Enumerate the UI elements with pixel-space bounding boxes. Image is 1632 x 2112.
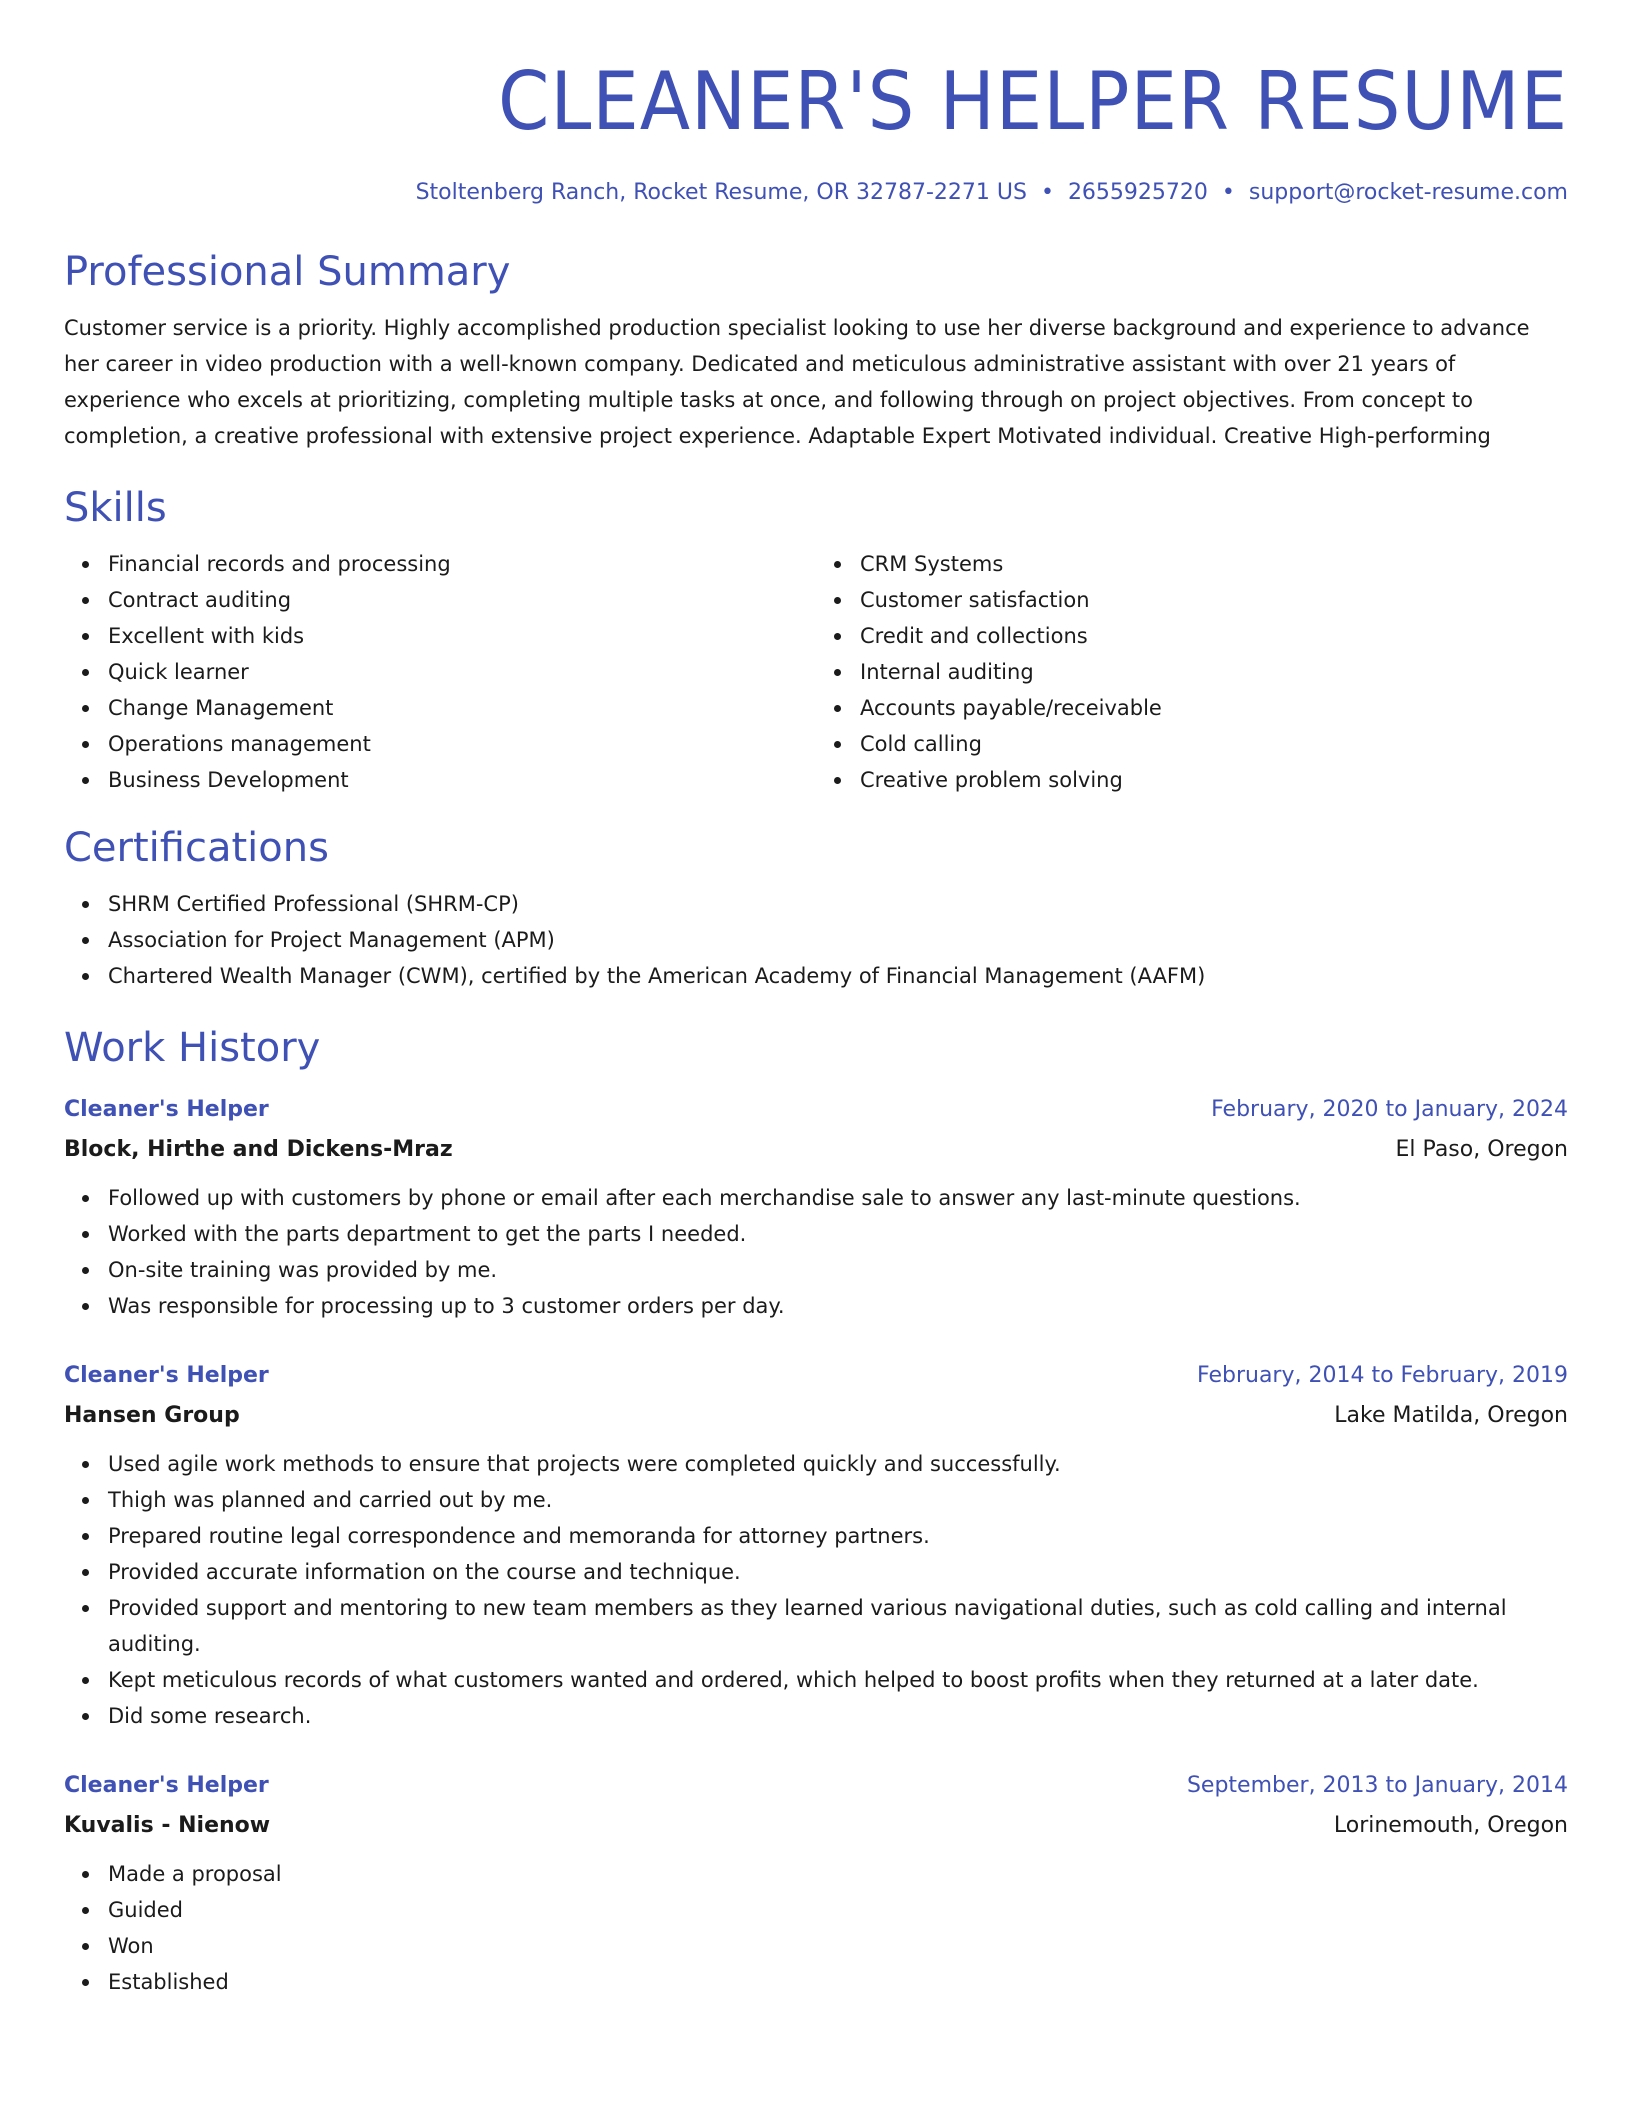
skills-column-left — [64, 546, 816, 798]
contact-email[interactable]: support@rocket-resume.com — [1248, 180, 1568, 205]
job-entry — [64, 1356, 1568, 1734]
skill-item: Internal auditing — [860, 654, 1568, 690]
job-location: El Paso, Oregon — [1395, 1137, 1568, 1162]
job-dates: September, 2013 to January, 2014 — [1186, 1773, 1568, 1798]
job-location: Lake Matilda, Oregon — [1334, 1403, 1568, 1428]
certifications-heading: Certifications — [64, 825, 329, 871]
certification-item: Association for Project Management (APM) — [108, 922, 1568, 958]
skill-item: Business Development — [108, 762, 816, 798]
resume-title: CLEANER'S HELPER RESUME — [498, 55, 1569, 148]
job-title: Cleaner's Helper — [64, 1363, 269, 1388]
skill-item: CRM Systems — [860, 546, 1568, 582]
job-dates: February, 2020 to January, 2024 — [1211, 1097, 1568, 1122]
certification-item: Chartered Wealth Manager (CWM), certified by the American Academy of Financial Management (AAFM) — [108, 958, 1568, 994]
skill-item: Credit and collections — [860, 618, 1568, 654]
job-entry — [64, 1766, 1568, 2000]
contact-phone: 2655925720 — [1067, 180, 1208, 205]
job-company: Block, Hirthe and Dickens-Mraz — [64, 1137, 453, 1162]
job-duty: Worked with the parts department to get the parts I needed. — [108, 1216, 1568, 1252]
job-employer-row — [64, 1130, 1568, 1170]
resume-page — [64, 52, 1568, 2000]
job-company: Kuvalis - Nienow — [64, 1813, 271, 1838]
job-location: Lorinemouth, Oregon — [1333, 1813, 1568, 1838]
job-title: Cleaner's Helper — [64, 1097, 269, 1122]
job-duties-list — [64, 1856, 1568, 2000]
summary-heading: Professional Summary — [64, 249, 511, 295]
certifications-list — [64, 886, 1568, 994]
job-title: Cleaner's Helper — [64, 1773, 269, 1798]
job-duty: Did some research. — [108, 1698, 1568, 1734]
skill-item: Operations management — [108, 726, 816, 762]
skill-item: Customer satisfaction — [860, 582, 1568, 618]
contact-separator: • — [1040, 180, 1054, 205]
job-duty: Made a proposal — [108, 1856, 1568, 1892]
job-duty: Kept meticulous records of what customers wanted and ordered, which helped to boost profits when they returned at a later date. — [108, 1662, 1568, 1698]
job-company: Hansen Group — [64, 1403, 240, 1428]
job-duties-list — [64, 1180, 1568, 1324]
job-duty: Used agile work methods to ensure that projects were completed quickly and successfully. — [108, 1446, 1568, 1482]
job-duty: Provided support and mentoring to new team members as they learned various navigational duties, such as cold calling and internal auditing. — [108, 1590, 1568, 1662]
job-duty: Prepared routine legal correspondence and memoranda for attorney partners. — [108, 1518, 1568, 1554]
job-duty: Guided — [108, 1892, 1568, 1928]
skill-item: Quick learner — [108, 654, 816, 690]
skill-item: Change Management — [108, 690, 816, 726]
contact-separator: • — [1221, 180, 1235, 205]
job-duty: Provided accurate information on the course and technique. — [108, 1554, 1568, 1590]
skills-heading: Skills — [64, 485, 167, 531]
job-header-row — [64, 1090, 1568, 1130]
job-duty: On-site training was provided by me. — [108, 1252, 1568, 1288]
skill-item: Contract auditing — [108, 582, 816, 618]
skill-item: Creative problem solving — [860, 762, 1568, 798]
work-history-heading: Work History — [64, 1025, 321, 1071]
job-duty: Established — [108, 1964, 1568, 2000]
job-duty: Won — [108, 1928, 1568, 1964]
job-duties-list — [64, 1446, 1568, 1734]
job-entry — [64, 1090, 1568, 1324]
job-duty: Thigh was planned and carried out by me. — [108, 1482, 1568, 1518]
job-employer-row — [64, 1806, 1568, 1846]
skills-column-right — [816, 546, 1568, 798]
skill-item: Financial records and processing — [108, 546, 816, 582]
job-header-row — [64, 1356, 1568, 1396]
job-duty: Followed up with customers by phone or email after each merchandise sale to answer any last-minute questions. — [108, 1180, 1568, 1216]
skills-list — [64, 546, 1568, 798]
skill-item: Accounts payable/receivable — [860, 690, 1568, 726]
summary-text: Customer service is a priority. Highly accomplished production specialist looking to use her diverse background and experience to advance her career in video production with a well-known company. Dedicated and meticulous administrative assistant with over 21 years of experience who excels at prioritizing, completing multiple tasks at once, and following through on project objectives. From concept to completion, a creative professional with extensive project experience. Adaptable Expert Motivated individual. Creative High-performing — [64, 316, 1530, 448]
job-employer-row — [64, 1396, 1568, 1436]
contact-address: Stoltenberg Ranch, Rocket Resume, OR 32787-2271 US — [415, 180, 1027, 205]
job-dates: February, 2014 to February, 2019 — [1197, 1363, 1568, 1388]
skill-item: Excellent with kids — [108, 618, 816, 654]
contact-line — [64, 178, 1568, 208]
certification-item: SHRM Certified Professional (SHRM-CP) — [108, 886, 1568, 922]
skill-item: Cold calling — [860, 726, 1568, 762]
job-duty: Was responsible for processing up to 3 customer orders per day. — [108, 1288, 1568, 1324]
job-header-row — [64, 1766, 1568, 1806]
